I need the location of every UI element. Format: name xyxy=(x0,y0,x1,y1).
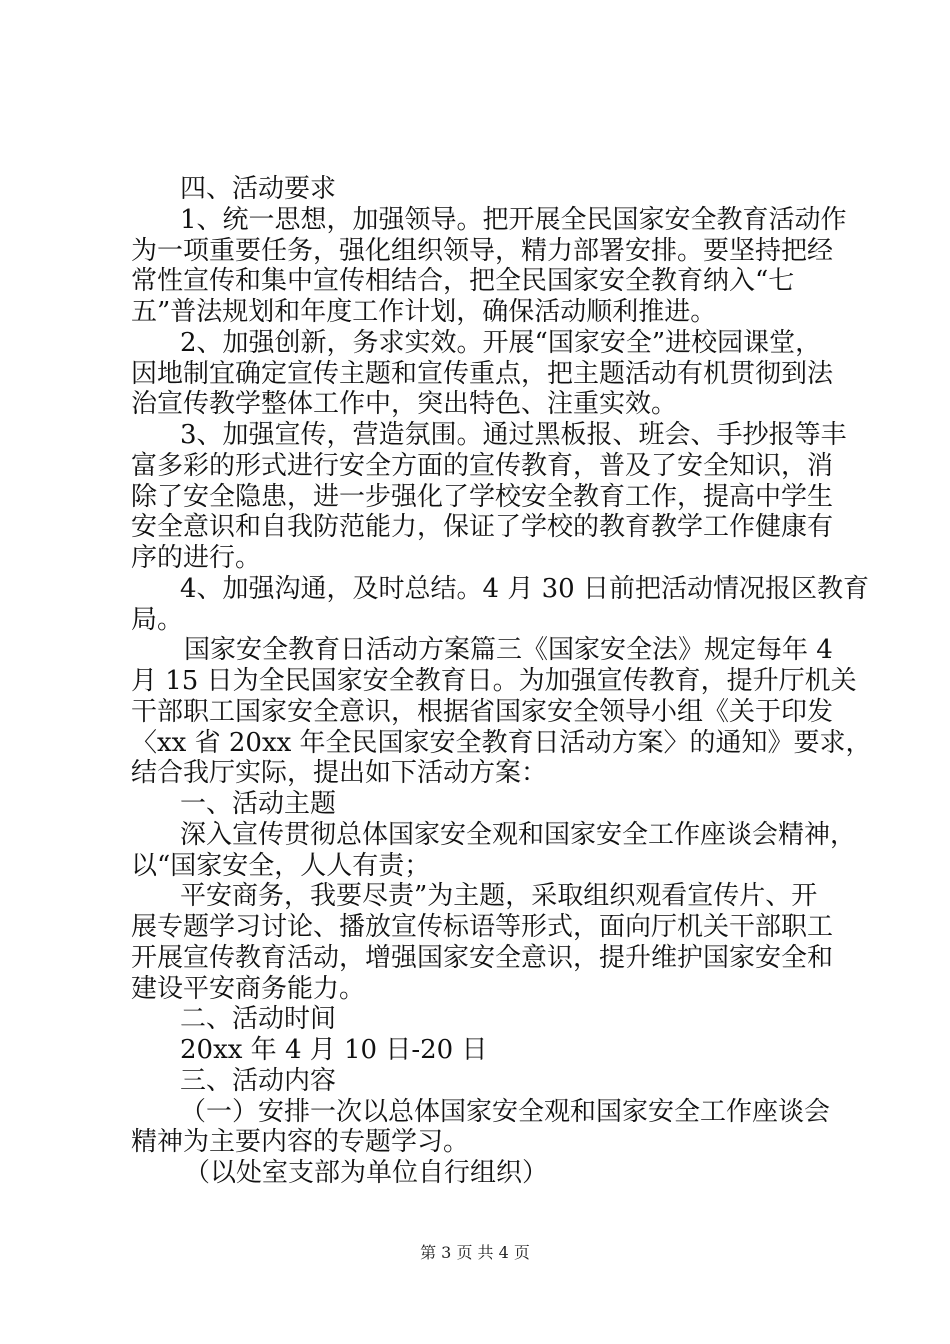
paragraph-line: 结合我厅实际，提出如下活动方案： xyxy=(131,758,548,788)
paragraph-line: 展专题学习讨论、播放宣传标语等形式，面向厅机关干部职工 xyxy=(131,912,834,942)
paragraph-line: 局。 xyxy=(131,605,184,635)
paragraph-line: 开展宣传教育活动，增强国家安全意识，提升维护国家安全和 xyxy=(131,943,834,973)
paragraph-line: （一）安排一次以总体国家安全观和国家安全工作座谈会 xyxy=(180,1097,831,1127)
paragraph-line: 常性宣传和集中宣传相结合，把全民国家安全教育纳入“七 xyxy=(131,266,795,296)
paragraph-line: 平安商务，我要尽责”为主题，采取组织观看宣传片、开 xyxy=(180,881,818,911)
paragraph-line: 五”普法规划和年度工作计划，确保活动顺利推进。 xyxy=(131,297,717,327)
paragraph-line: 〈xx 省 20xx 年全民国家安全教育日活动方案〉的通知》要求， xyxy=(131,728,872,758)
paragraph-line: 序的进行。 xyxy=(131,543,262,573)
section-heading: 一、活动主题 xyxy=(180,789,337,819)
paragraph-line: 因地制宜确定宣传主题和宣传重点，把主题活动有机贯彻到法 xyxy=(131,359,834,389)
paragraph-line: 1、统一思想，加强领导。把开展全民国家安全教育活动作 xyxy=(180,205,847,235)
section-heading: 三、活动内容 xyxy=(180,1066,337,1096)
section-heading: 四、活动要求 xyxy=(180,174,337,204)
paragraph-line: 除了安全隐患，进一步强化了学校安全教育工作，提高中学生 xyxy=(131,482,834,512)
paragraph-line: 以“国家安全，人人有责； xyxy=(131,851,431,881)
paragraph-line: 月 15 日为全民国家安全教育日。为加强宣传教育，提升厅机关 xyxy=(131,666,857,696)
paragraph-line: 为一项重要任务，强化组织领导，精力部署安排。要坚持把经 xyxy=(131,236,834,266)
paragraph-line: 治宣传教学整体工作中，突出特色、注重实效。 xyxy=(131,389,678,419)
paragraph-line: 干部职工国家安全意识，根据省国家安全领导小组《关于印发 xyxy=(131,697,834,727)
paragraph-line: 精神为主要内容的专题学习。 xyxy=(131,1127,470,1157)
paragraph-line: 建设平安商务能力。 xyxy=(131,974,366,1004)
page-footer: 第 3 页 共 4 页 xyxy=(420,1243,530,1262)
section-heading: 二、活动时间 xyxy=(180,1004,337,1034)
paragraph-line: （以处室支部为单位自行组织） xyxy=(184,1158,549,1188)
paragraph-line: 2、加强创新，务求实效。开展“国家安全”进校园课堂， xyxy=(180,328,822,358)
paragraph-line: 国家安全教育日活动方案篇三《国家安全法》规定每年 4 xyxy=(184,635,833,665)
paragraph-line: 安全意识和自我防范能力，保证了学校的教育教学工作健康有 xyxy=(131,512,834,542)
paragraph-line: 4、加强沟通，及时总结。4 月 30 日前把活动情况报区教育 xyxy=(180,574,869,604)
paragraph-line: 深入宣传贯彻总体国家安全观和国家安全工作座谈会精神， xyxy=(180,820,857,850)
paragraph-line: 20xx 年 4 月 10 日-20 日 xyxy=(180,1035,488,1065)
paragraph-line: 富多彩的形式进行安全方面的宣传教育，普及了安全知识，消 xyxy=(131,451,834,481)
paragraph-line: 3、加强宣传，营造氛围。通过黑板报、班会、手抄报等丰 xyxy=(180,420,847,450)
